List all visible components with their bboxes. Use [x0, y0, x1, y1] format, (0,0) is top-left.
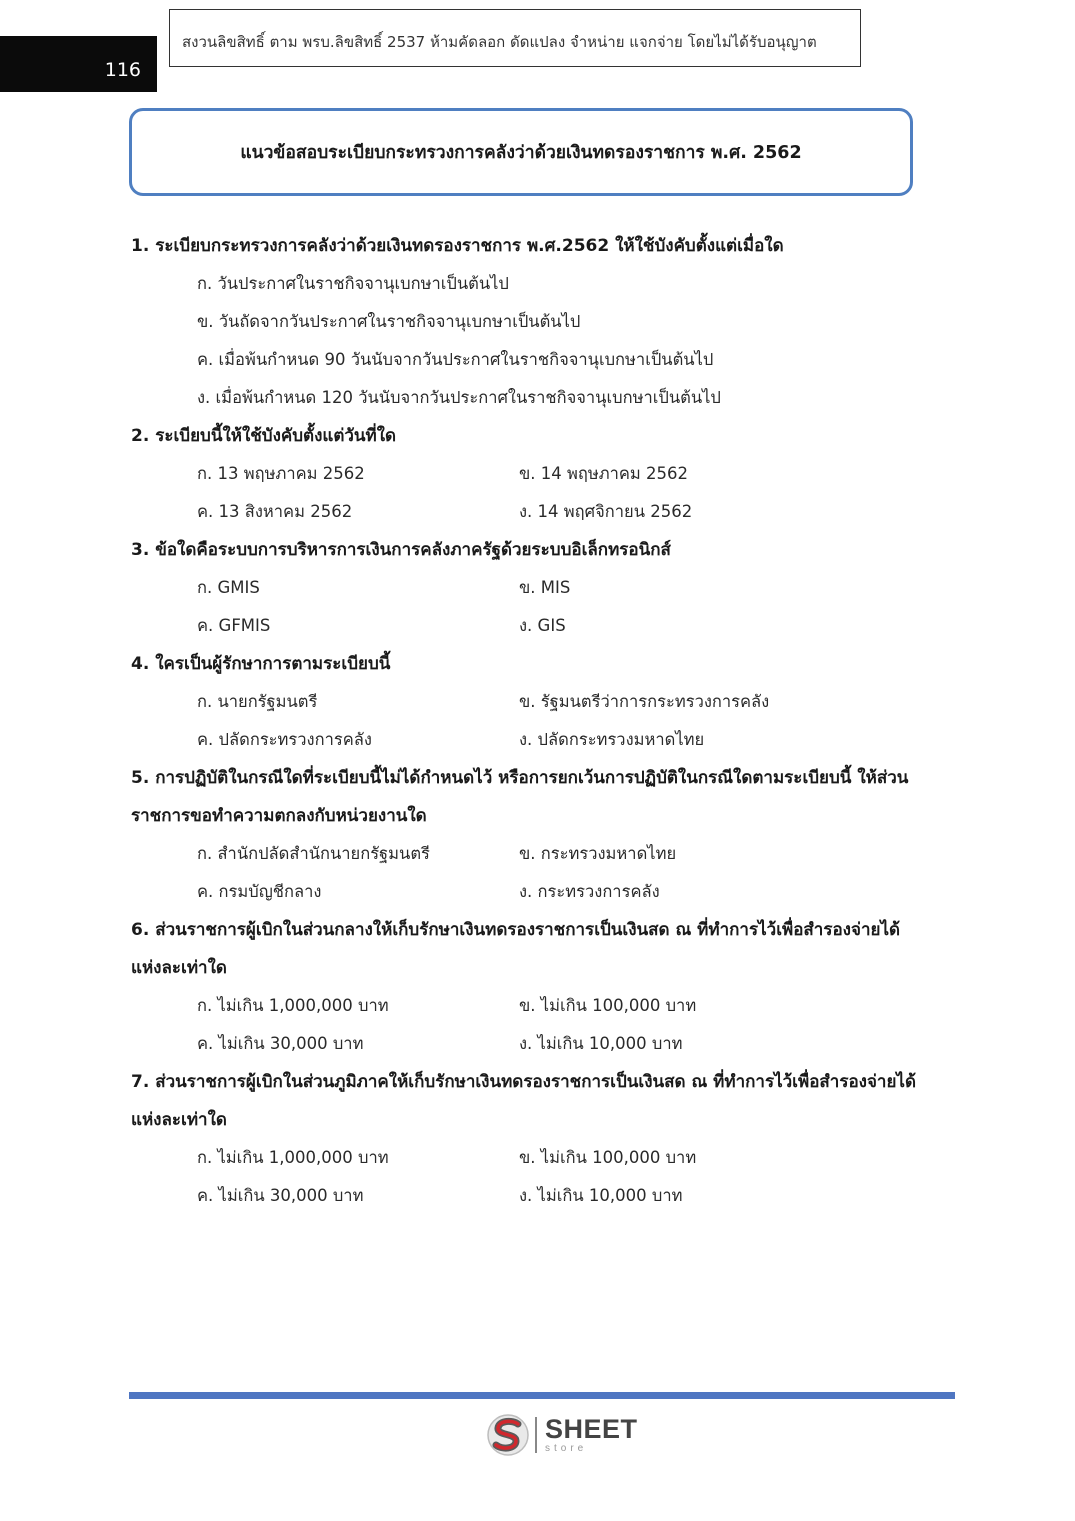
- q5-option-c: ค. กรมบัญชีกลาง: [197, 882, 322, 901]
- q3-option-b: ข. MIS: [519, 578, 571, 597]
- q4-option-c: ค. ปลัดกระทรวงการคลัง: [197, 730, 372, 749]
- question-5: 5. การปฏิบัติในกรณีใดที่ระเบียบนี้ไม่ได้กำหนดไว้ หรือการยกเว้นการปฏิบัติในกรณีใดตามระเบียบนี้ ให้ส่วนราชการขอทำความตกลงกับหน่วยงานใด: [131, 768, 909, 826]
- q6-option-b: ข. ไม่เกิน 100,000 บาท: [519, 996, 697, 1015]
- q6-option-c: ค. ไม่เกิน 30,000 บาท: [197, 1034, 364, 1053]
- question-3: 3. ข้อใดคือระบบการบริหารการเงินการคลังภาครัฐด้วยระบบอิเล็กทรอนิกส์: [131, 540, 671, 560]
- q7-option-c: ค. ไม่เกิน 30,000 บาท: [197, 1186, 364, 1205]
- q3-option-c: ค. GFMIS: [197, 616, 271, 635]
- q7-option-d: ง. ไม่เกิน 10,000 บาท: [519, 1186, 683, 1205]
- q2-option-d: ง. 14 พฤศจิกายน 2562: [519, 502, 693, 521]
- copyright-notice: สงวนลิขสิทธิ์ ตาม พรบ.ลิขสิทธิ์ 2537 ห้ามคัดลอก ดัดแปลง จำหน่าย แจกจ่าย โดยไม่ได้รับอนุญาต: [169, 9, 861, 67]
- q7-option-a: ก. ไม่เกิน 1,000,000 บาท: [197, 1148, 389, 1167]
- question-6: 6. ส่วนราชการผู้เบิกในส่วนกลางให้เก็บรักษาเงินทดรองราชการเป็นเงินสด ณ ที่ทำการไว้เพื่อสำรองจ่ายได้แห่งละเท่าใด: [131, 920, 901, 978]
- q1-option-c: ค. เมื่อพ้นกำหนด 90 วันนับจากวันประกาศในราชกิจจานุเบกษาเป็นต้นไป: [197, 350, 714, 369]
- q2-option-c: ค. 13 สิงหาคม 2562: [197, 502, 353, 521]
- q6-option-d: ง. ไม่เกิน 10,000 บาท: [519, 1034, 683, 1053]
- q1-option-d: ง. เมื่อพ้นกำหนด 120 วันนับจากวันประกาศในราชกิจจานุเบกษาเป็นต้นไป: [197, 388, 721, 407]
- q7-option-b: ข. ไม่เกิน 100,000 บาท: [519, 1148, 697, 1167]
- question-list: [131, 227, 921, 1215]
- sheet-store-s-icon: [485, 1412, 531, 1458]
- logo-divider: [535, 1417, 537, 1453]
- q4-option-a: ก. นายกรัฐมนตรี: [197, 692, 318, 711]
- logo-sub-text: store: [545, 1443, 588, 1454]
- q6-option-a: ก. ไม่เกิน 1,000,000 บาท: [197, 996, 389, 1015]
- question-2: 2. ระเบียบนี้ให้ใช้บังคับตั้งแต่วันที่ใด: [131, 426, 397, 446]
- page-number: 116: [104, 59, 141, 81]
- q2-option-b: ข. 14 พฤษภาคม 2562: [519, 464, 689, 483]
- q5-option-d: ง. กระทรวงการคลัง: [519, 882, 660, 901]
- logo-main-text: SHEET: [545, 1414, 638, 1444]
- question-1: 1. ระเบียบกระทรวงการคลังว่าด้วยเงินทดรองราชการ พ.ศ.2562 ให้ใช้บังคับตั้งแต่เมื่อใด: [131, 236, 784, 256]
- footer-divider: [129, 1392, 955, 1399]
- q4-option-d: ง. ปลัดกระทรวงมหาดไทย: [519, 730, 705, 749]
- question-4: 4. ใครเป็นผู้รักษาการตามระเบียบนี้: [131, 654, 391, 674]
- q1-option-b: ข. วันถัดจากวันประกาศในราชกิจจานุเบกษาเป็นต้นไป: [197, 312, 581, 331]
- q2-option-a: ก. 13 พฤษภาคม 2562: [197, 464, 365, 483]
- sheet-store-logo: [485, 1412, 638, 1458]
- q3-option-d: ง. GIS: [519, 616, 566, 635]
- q3-option-a: ก. GMIS: [197, 578, 260, 597]
- question-7: 7. ส่วนราชการผู้เบิกในส่วนภูมิภาคให้เก็บรักษาเงินทดรองราชการเป็นเงินสด ณ ที่ทำการไว้เพื่อสำรองจ่ายได้แห่งละเท่าใด: [131, 1072, 917, 1130]
- q4-option-b: ข. รัฐมนตรีว่าการกระทรวงการคลัง: [519, 692, 770, 711]
- document-title: แนวข้อสอบระเบียบกระทรวงการคลังว่าด้วยเงินทดรองราชการ พ.ศ. 2562: [129, 108, 913, 196]
- q5-option-b: ข. กระทรวงมหาดไทย: [519, 844, 677, 863]
- page-number-tab: [0, 36, 157, 92]
- q5-option-a: ก. สำนักปลัดสำนักนายกรัฐมนตรี: [197, 844, 430, 863]
- q1-option-a: ก. วันประกาศในราชกิจจานุเบกษาเป็นต้นไป: [197, 274, 509, 293]
